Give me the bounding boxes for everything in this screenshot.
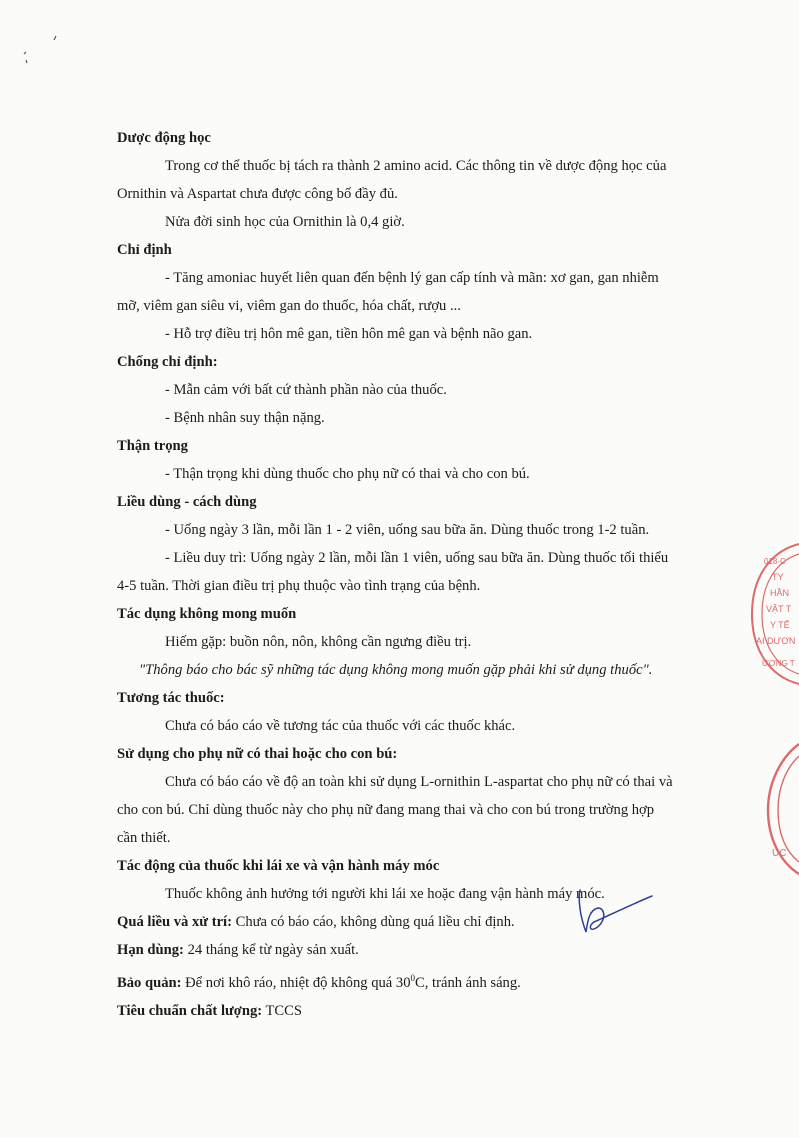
quality-standard-line [117, 997, 727, 1025]
paragraph: - Uống ngày 3 lần, mỗi lần 1 - 2 viên, uống sau bữa ăn. Dùng thuốc trong 1-2 tuần. [165, 522, 650, 538]
heading-contraindications: Chống chỉ định: [117, 354, 218, 370]
degree-sup: 0 [410, 973, 416, 983]
paragraph: Chưa có báo cáo về tương tác của thuốc với các thuốc khác. [165, 718, 516, 734]
paragraph: 4-5 tuần. Thời gian điều trị phụ thuộc vào tình trạng của bệnh. [117, 578, 481, 594]
shelf-life-label: Hạn dùng: [117, 942, 184, 958]
stamp-line: TY [772, 572, 784, 582]
storage-line [117, 964, 727, 997]
heading-interactions: Tương tác thuốc: [117, 690, 225, 706]
storage-label: Bảo quản: [117, 974, 182, 991]
heading-pregnancy: Sử dụng cho phụ nữ có thai hoặc cho con bú: [117, 746, 398, 762]
paragraph: Thuốc không ảnh hưởng tới người khi lái xe hoặc đang vận hành máy móc. [165, 886, 605, 902]
notice-italic: "Thông báo cho bác sỹ những tác dụng không mong muốn gặp phải khi sử dụng thuốc". [139, 662, 653, 678]
company-stamp-lower [762, 738, 799, 880]
paragraph: - Mẫn cảm với bất cứ thành phần nào của thuốc. [165, 382, 447, 398]
heading-driving: Tác động của thuốc khi lái xe và vận hành máy móc [117, 858, 440, 874]
stamp-line: Y TẾ [770, 620, 790, 630]
overdose-text: Chưa có báo cáo, không dùng quá liều chỉ định. [231, 914, 515, 930]
corner-marks [18, 30, 68, 70]
signature [576, 888, 656, 943]
paragraph: cần thiết. [117, 830, 171, 846]
stamp-line: ƯƠNG T [762, 659, 795, 668]
stamp-line: 018-C [764, 557, 786, 566]
paragraph: Nửa đời sinh học của Ornithin là 0,4 giờ. [165, 214, 405, 230]
heading-precautions: Thận trọng [117, 438, 188, 454]
paragraph: Hiếm gặp: buồn nôn, nôn, không cần ngưng điều trị. [165, 634, 472, 650]
paragraph: Chưa có báo cáo về độ an toàn khi sử dụng L-ornithin L-aspartat cho phụ nữ có thai và [165, 774, 673, 790]
heading-dosage: Liều dùng - cách dùng [117, 494, 257, 510]
shelf-life-text: 24 tháng kể từ ngày sản xuất. [183, 942, 359, 958]
quality-standard-label: Tiêu chuẩn chất lượng: [117, 1002, 263, 1019]
company-stamp [748, 540, 799, 688]
paragraph: cho con bú. Chỉ dùng thuốc này cho phụ nữ đang mang thai và cho con bú trong trường hợp [117, 802, 655, 818]
paragraph: - Bệnh nhân suy thận nặng. [165, 410, 325, 426]
paragraph: - Thận trọng khi dùng thuốc cho phụ nữ có thai và cho con bú. [165, 466, 530, 482]
paragraph: - Hỗ trợ điều trị hôn mê gan, tiền hôn mê gan và bệnh não gan. [165, 326, 533, 342]
paragraph: Ornithin và Aspartat chưa được công bố đầy đủ. [117, 186, 398, 202]
overdose-label: Quá liều và xử trí: [117, 914, 232, 930]
stamp-line: HẦN [770, 588, 790, 598]
stamp-line: AI DƯƠN [756, 636, 796, 646]
heading-pharmacokinetics: Dược động học [117, 130, 211, 146]
stamp-line: VẬT T [766, 604, 792, 614]
paragraph: - Liều duy trì: Uống ngày 2 lần, mỗi lần 1 viên, uống sau bữa ăn. Dùng thuốc tối thiểu [165, 550, 669, 566]
heading-side-effects: Tác dụng không mong muốn [117, 606, 297, 622]
paragraph: Trong cơ thể thuốc bị tách ra thành 2 amino acid. Các thông tin về dược động học của [165, 158, 667, 174]
paragraph: mỡ, viêm gan siêu vi, viêm gan do thuốc, hóa chất, rượu ... [117, 298, 461, 314]
heading-indications: Chỉ định [117, 242, 172, 258]
quality-standard-text: TCCS [262, 1002, 302, 1019]
paragraph: - Tăng amoniac huyết liên quan đến bệnh lý gan cấp tính và mãn: xơ gan, gan nhiễm [165, 270, 659, 286]
storage-text: Để nơi khô ráo, nhiệt độ không quá 30 [181, 974, 411, 991]
stamp-line: ÚC [772, 848, 787, 859]
storage-tail: C, tránh ánh sáng. [415, 974, 521, 991]
